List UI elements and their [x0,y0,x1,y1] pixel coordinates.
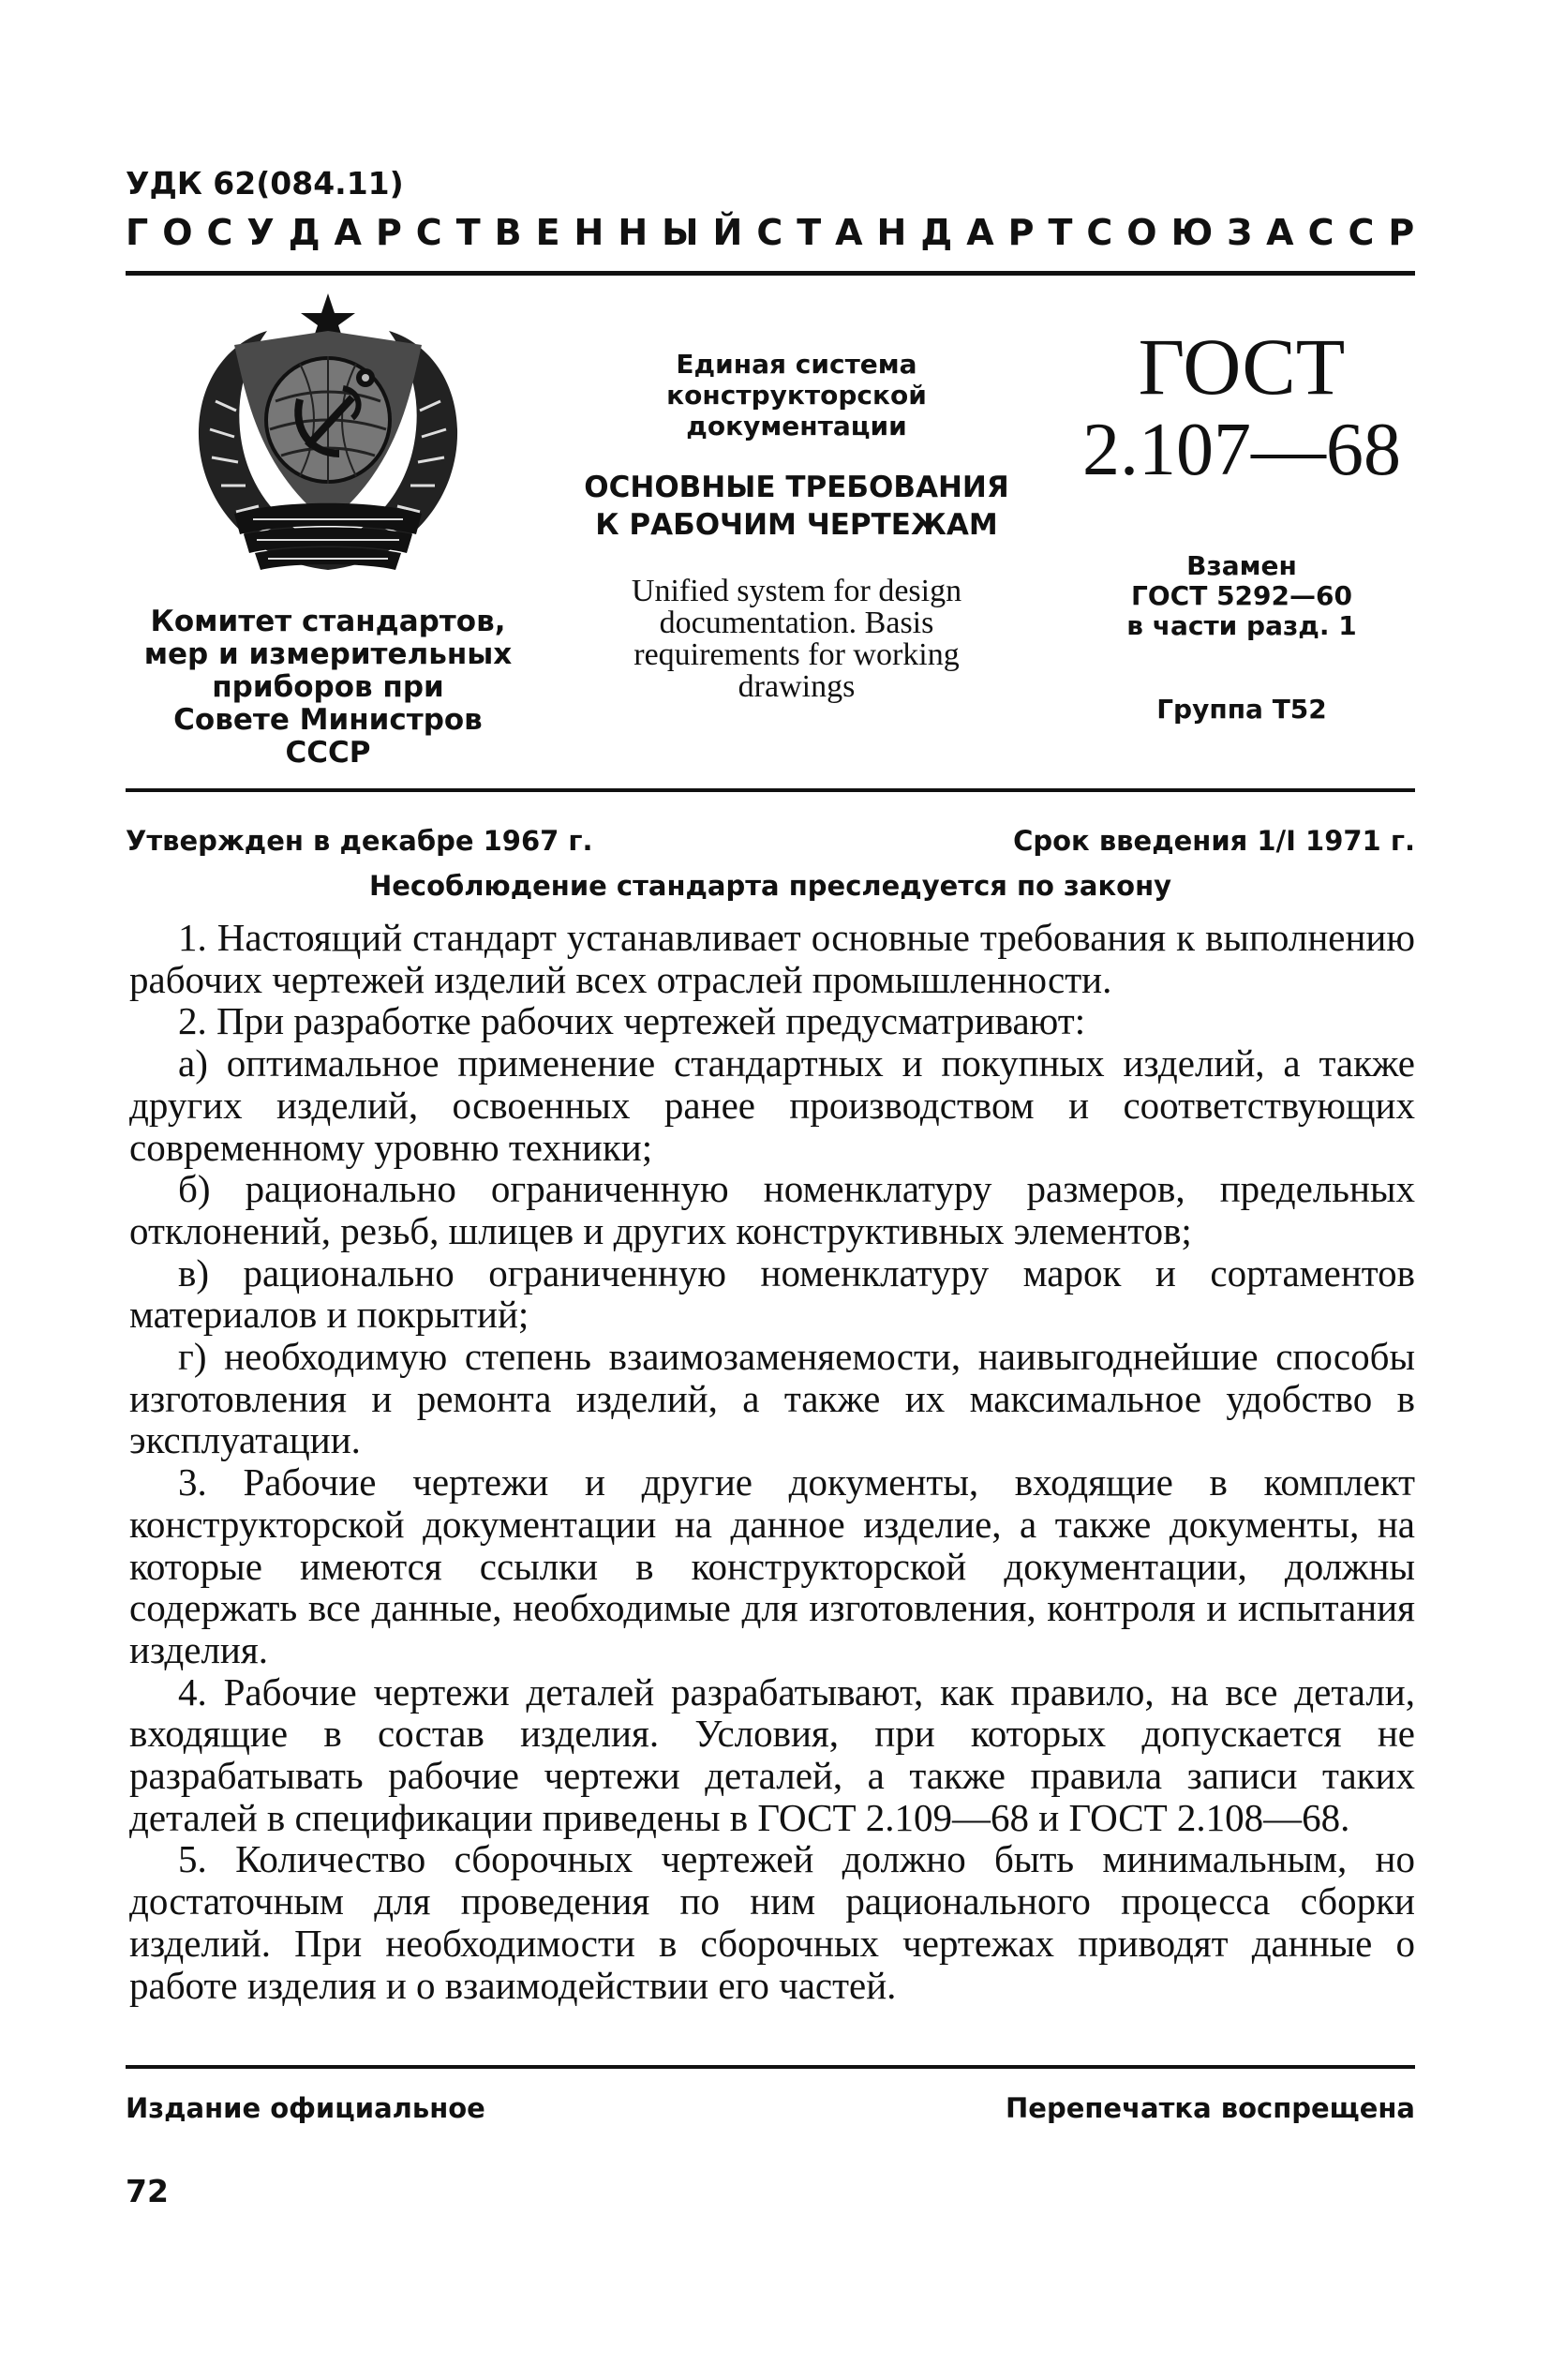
committee-line: Совете Министров [173,703,483,737]
replaces-note [1068,551,1415,641]
title-divider [126,788,1415,792]
effective-date: Срок введения 1/I 1971 г. [1013,825,1415,857]
english-title-line: documentation. Basis [659,606,934,640]
paragraph: 2. При разработке рабочих чертежей предусматривают: [178,999,1086,1043]
title-line: К РАБОЧИМ ЧЕРТЕЖАМ [595,508,998,542]
committee-line: приборов при [212,670,444,704]
system-line: Единая система [676,349,917,380]
footer-divider [126,2065,1415,2069]
english-title-line: Unified system for design [631,574,962,608]
english-title [581,576,1012,703]
classification-group: Группа Т52 [1156,694,1327,725]
english-title-line: drawings [738,669,856,704]
committee-line: СССР [285,736,371,770]
paragraph: г) необходимую степень взаимозаменяемости, наивыгоднейшие способы изготовления и ремонта изделий, а также их максимальное удобство в эксплуатации. [129,1335,1415,1462]
header-word: ГОСУДАРСТВЕННЫЙ [126,212,757,253]
system-line: документации [686,411,907,442]
legal-warning: Несоблюдение стандарта преследуется по закону [368,870,1172,902]
paragraph: в) рационально ограниченную номенклатуру марок и сортаментов материалов и покрытий; [129,1250,1415,1337]
issuing-committee [131,606,525,770]
header-divider [126,271,1415,276]
committee-line: Комитет стандартов, [150,605,506,638]
committee-line: мер и измерительных [143,637,513,671]
replaces-line: в части разд. 1 [1126,610,1357,641]
english-title-line: requirements for working [633,637,960,672]
document-title [581,469,1012,544]
system-line: конструкторской [666,380,927,411]
document-header-title [126,212,1429,253]
reprint-prohibited-note: Перепечатка воспрещена [1006,2092,1415,2124]
paragraph: 5. Количество сборочных чертежей должно быть минимальным, но достаточным для проведения по ним рационального процесса сборки изделий. При необходимости в сборочных чертежах приводят данные о работе изделия и о взаимодействии его частей. [129,1837,1415,2007]
replaces-line: ГОСТ 5292—60 [1131,580,1352,611]
title-line: ОСНОВНЫЕ ТРЕБОВАНИЯ [584,471,1009,504]
paragraph: а) оптимальное применение стандартных и покупных изделий, а также других изделий, освоенных ранее производством и соответствующих современному уровню техники; [129,1041,1415,1169]
system-name [581,349,1012,442]
standard-body-text [129,917,1415,2006]
paragraph: 3. Рабочие чертежи и другие документы, входящие в комплект конструкторской документации на данное изделие, а также документы, на которые имеются ссылки в конструкторской документации, должны содержать все данные, необходимые для изготовления, контроля и испытания изделия. [129,1460,1415,1671]
udc-code: УДК 62(084.11) [126,165,404,202]
gost-label: ГОСТ [1138,322,1346,412]
replaces-line: Взамен [1186,550,1297,581]
paragraph: 1. Настоящий стандарт устанавливает основные требования к выполнению рабочих чертежей изделий всех отраслей промышленности. [129,916,1415,1001]
official-edition-note: Издание официальное [126,2092,485,2124]
header-word: СОЮЗА [1086,212,1308,253]
header-word: ССР [1307,212,1429,253]
header-word: СТАНДАРТ [756,212,1087,253]
paragraph: б) рационально ограниченную номенклатуру размеров, предельных отклонений, резьб, шлицев и других конструктивных элементов; [129,1167,1415,1252]
gost-number: 2.107—68 [1082,409,1401,491]
ussr-coat-of-arms-icon [178,289,478,598]
page-number: 72 [126,2173,169,2209]
approval-date: Утвержден в декабре 1967 г. [126,825,593,857]
paragraph: 4. Рабочие чертежи деталей разрабатывают, как правило, на все детали, входящие в состав изделия. Условия, при которых допускается не разрабатывать рабочие чертежи деталей, а также правила записи таких деталей в спецификации приведены в ГОСТ 2.109—68 и ГОСТ 2.108—68. [129,1669,1415,1839]
